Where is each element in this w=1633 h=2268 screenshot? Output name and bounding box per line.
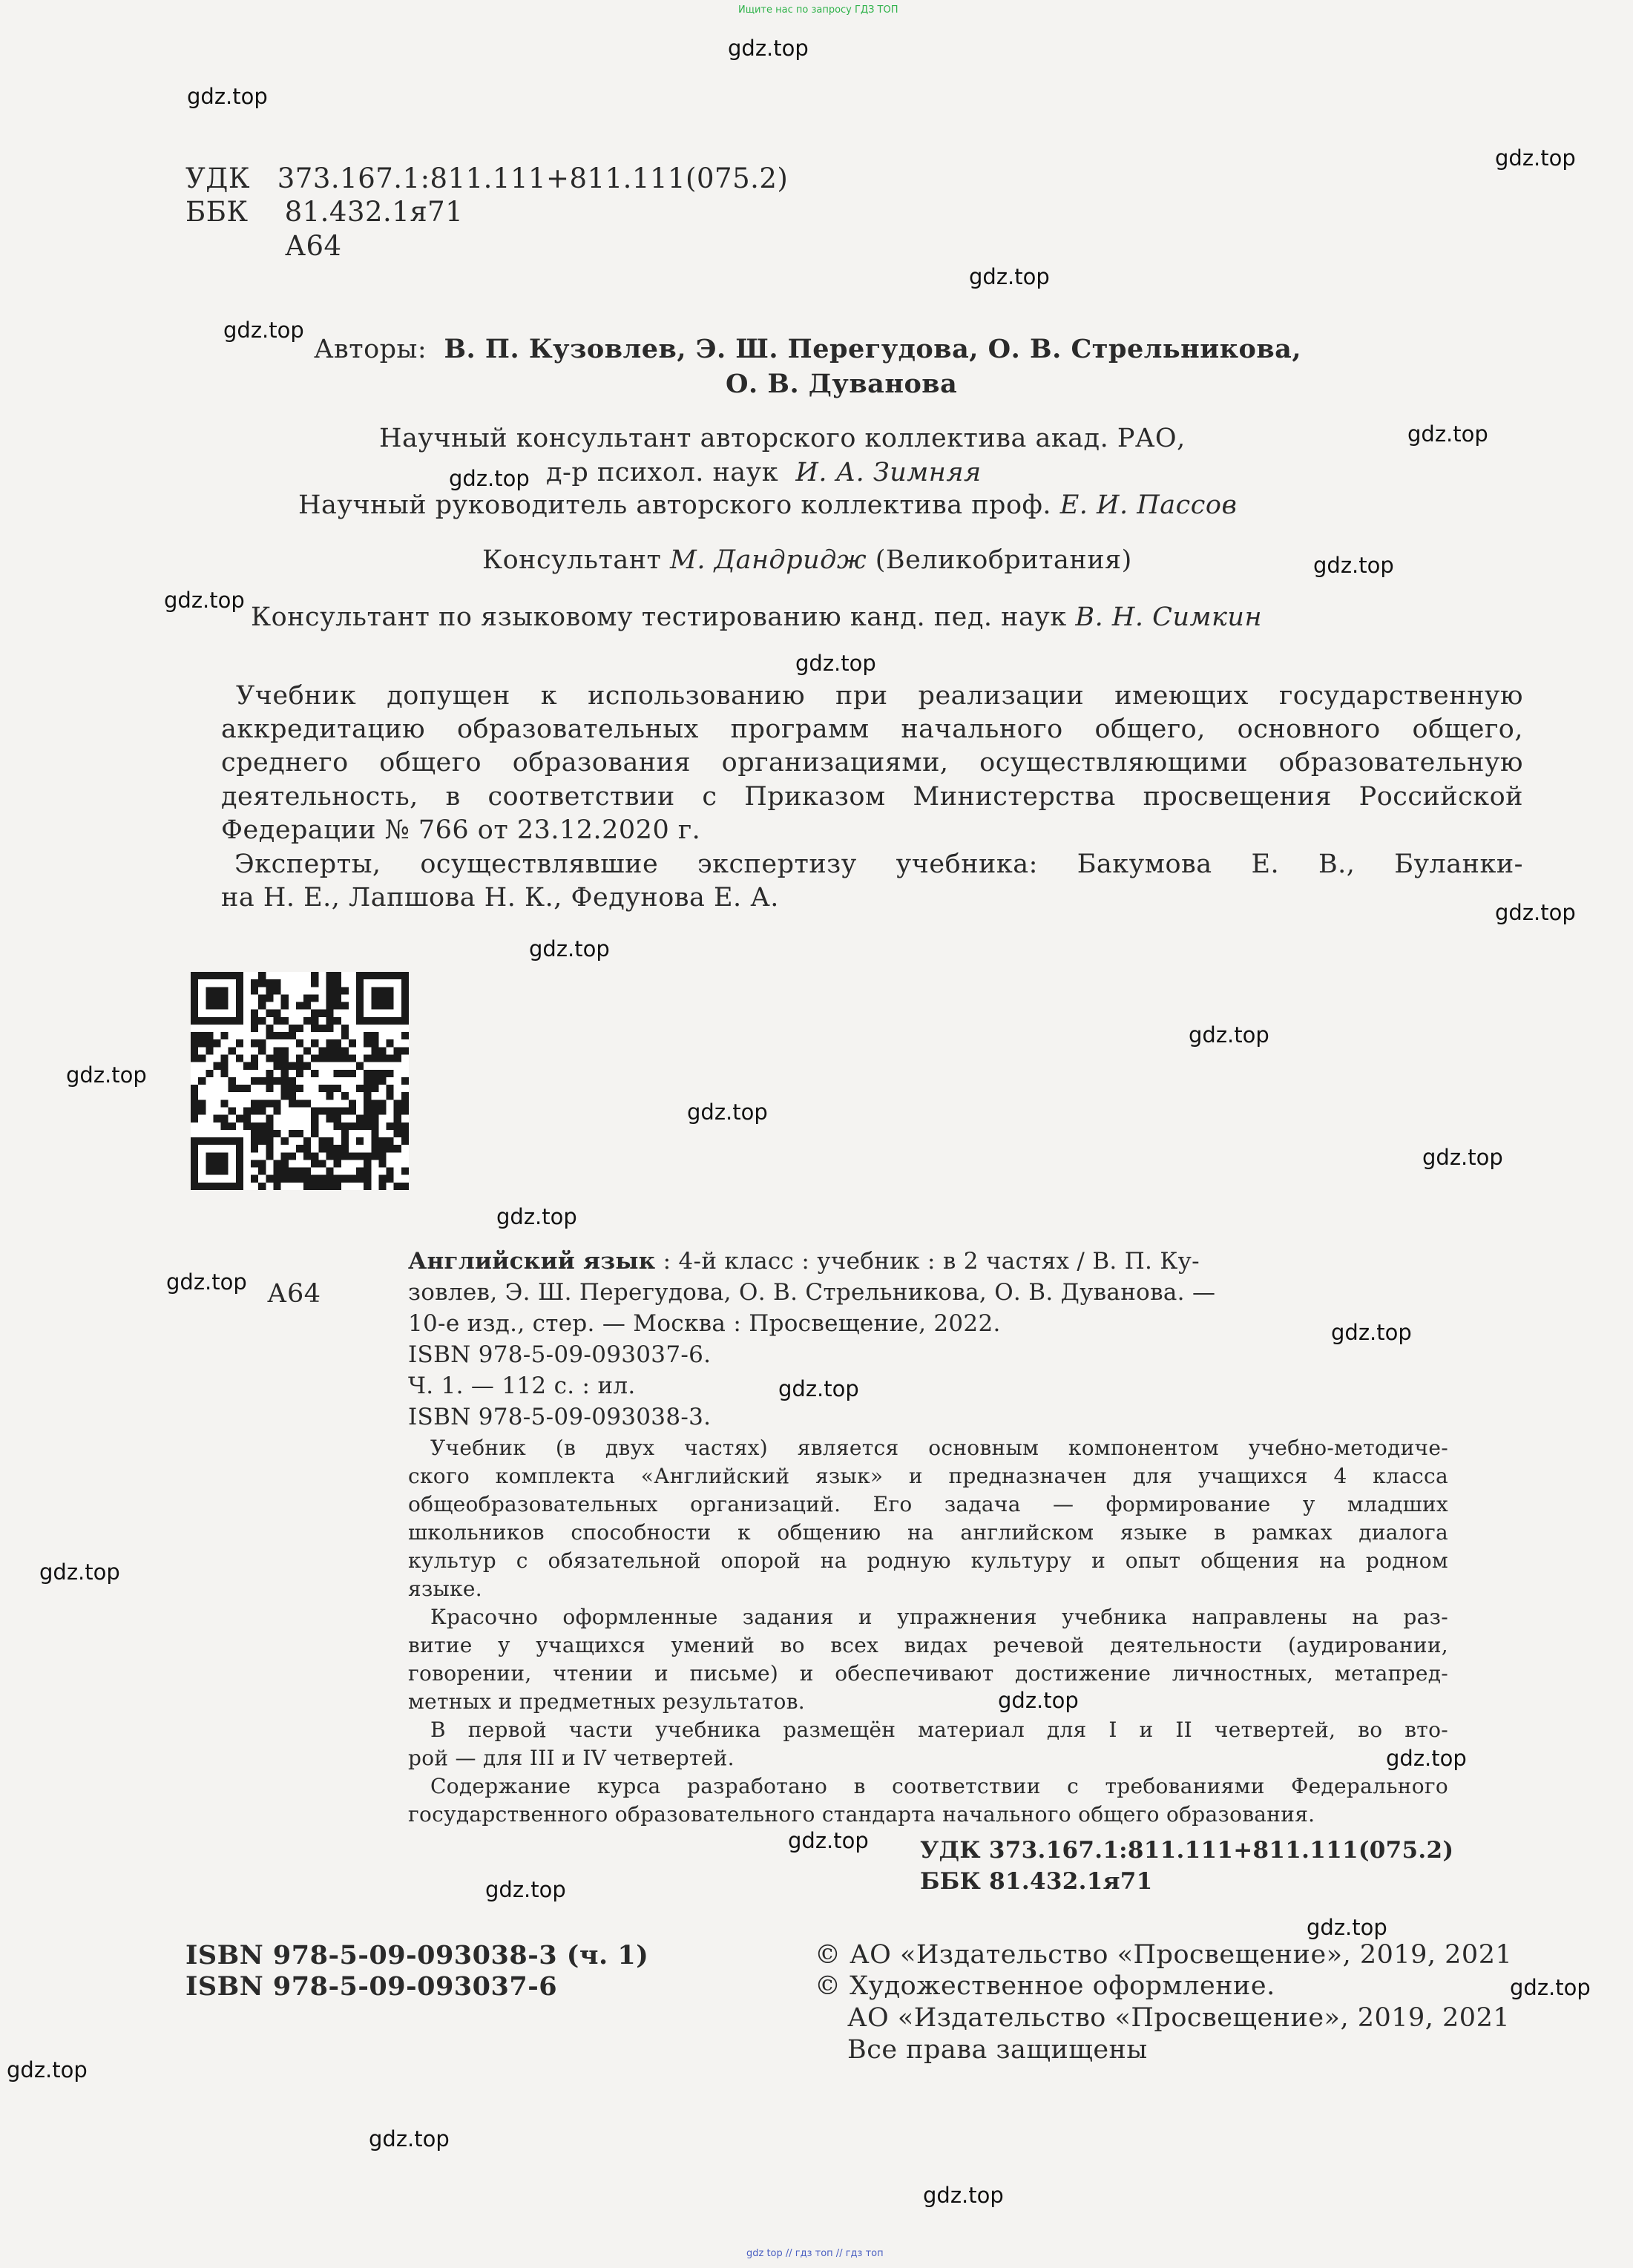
copyright-line-2: © Художественное оформление. [815,1971,1275,2001]
authors-line-2: О. В. Дуванова [726,369,958,399]
sci-consultant-line-2 [546,458,982,487]
udk-value: 373.167.1:811.111+811.111(075.2) [277,162,789,194]
top-note: Ищите нас по запросу ГДЗ ТОП [738,4,898,16]
authors-line-1 [314,334,1397,364]
para2-line-1: Красочно оформленные задания и упражнения учебника направлены на раз- [430,1605,1448,1629]
consultant-country: (Великобритания) [875,545,1132,575]
udk-label: УДК [185,162,250,194]
watermark: gdz.top [1331,1320,1412,1345]
sci-leader-title: Научный руководитель авторского коллектива проф. [298,490,1052,520]
watermark: gdz.top [485,1877,566,1902]
watermark: gdz.top [1510,1975,1591,2000]
watermark: gdz.top [66,1062,147,1088]
watermark: gdz.top [728,36,809,61]
annotation-line-4: школьников способности к общению на английском языке в рамках диалога [408,1520,1448,1545]
catalog-line-3: 10-е изд., стер. — Москва : Просвещение, 2022. [408,1310,1001,1337]
sci-leader-line [298,490,1237,520]
catalog-line-1-rest: : 4-й класс : учебник : в 2 частях / В. П. Ку- [663,1248,1200,1275]
catalog-udk: УДК 373.167.1:811.111+811.111(075.2) [920,1837,1454,1864]
catalog-line-2: зовлев, Э. Ш. Перегудова, О. В. Стрельникова, О. В. Дуванова. — [408,1279,1216,1306]
approval-line-2: аккредитацию образовательных программ начального общего, основного общего, [221,714,1523,744]
experts-line-1: Эксперты, осуществлявшие экспертизу учебника: Бакумова Е. В., Буланки- [234,849,1523,879]
annotation-line-2: ского комплекта «Английский язык» и предназначен для учащихся 4 класса [408,1464,1448,1488]
copyright-line-1: © АО «Издательство «Просвещение», 2019, 2021 [815,1940,1513,1970]
bbk-line [185,196,463,228]
catalog-title: Английский язык [408,1248,656,1275]
consultant-title: Консультант [482,545,662,575]
approval-line-1: Учебник допущен к использованию при реализации имеющих государственную [236,681,1523,711]
bottom-note: gdz top // гдз топ // гдз топ [746,2248,884,2259]
catalog-bbk: ББК 81.432.1я71 [920,1868,1153,1895]
para4-line-2: государственного образовательного стандарта начального общего образования. [408,1802,1315,1827]
watermark: gdz.top [687,1100,768,1125]
watermark: gdz.top [778,1376,859,1401]
catalog-part: Ч. 1. — 112 с. : ил. [408,1373,636,1399]
watermark: gdz.top [223,318,304,343]
watermark: gdz.top [788,1828,869,1853]
approval-line-3: среднего общего образования организациями, осуществляющими образовательную [221,748,1523,778]
copyright-line-3: АО «Издательство «Просвещение», 2019, 2021 [847,2003,1511,2033]
watermark: gdz.top [166,1269,247,1295]
watermark: gdz.top [998,1688,1079,1713]
sci-consultant-line-1: Научный консультант авторского коллектива акад. РАО, [379,424,1186,453]
watermark: gdz.top [449,466,530,491]
approval-line-4: деятельность, в соответствии с Приказом Министерства просвещения Российской [221,782,1523,812]
annotation-line-5: культур с обязательной опорой на родную культуру и опыт общения на родном [408,1548,1448,1573]
watermark: gdz.top [529,936,610,962]
bbk-label: ББК [185,196,249,228]
watermark: gdz.top [1313,553,1394,578]
consultant-name: М. Дандридж [670,545,867,575]
watermark: gdz.top [39,1559,120,1585]
watermark: gdz.top [1307,1915,1387,1940]
footer-isbn-1: ISBN 978-5-09-093038-3 (ч. 1) [185,1940,649,1970]
para4-line-1: Содержание курса разработано в соответствии с требованиями Федерального [430,1774,1448,1798]
watermark: gdz.top [1495,900,1576,925]
para2-line-3: говорении, чтении и письме) и обеспечивают достижение личностных, метапред- [408,1661,1448,1686]
catalog-line-1 [408,1248,1200,1275]
sci-consultant-name: И. А. Зимняя [795,458,982,487]
annotation-line-3: общеобразовательных организаций. Его задача — формирование у младших [408,1492,1448,1516]
watermark: gdz.top [1386,1746,1467,1771]
sci-leader-name: Е. И. Пассов [1059,490,1238,520]
rights-line: Все права защищены [847,2035,1148,2065]
watermark: gdz.top [7,2057,88,2083]
para2-line-4: метных и предметных результатов. [408,1689,805,1714]
qr-code[interactable] [191,972,409,1190]
watermark: gdz.top [1495,145,1576,171]
author-sign: А64 [285,230,342,262]
udk-line [185,162,788,194]
show-through-shadow [875,927,904,1022]
watermark: gdz.top [1422,1145,1503,1170]
qr-code-image [191,972,409,1190]
experts-line-2: на Н. Е., Лапшова Н. К., Федунова Е. А. [221,883,779,913]
watermark: gdz.top [795,651,876,676]
catalog-isbn-part: ISBN 978-5-09-093038-3. [408,1404,712,1430]
test-consultant-name: В. Н. Симкин [1075,602,1263,632]
test-consultant-title: Консультант по языковому тестированию канд. пед. наук [251,602,1067,632]
annotation-line-1: Учебник (в двух частях) является основным компонентом учебно-методиче- [430,1436,1448,1460]
watermark: gdz.top [969,264,1050,289]
consultant-line [482,545,1132,575]
watermark: gdz.top [187,84,268,109]
test-consultant-line [251,602,1262,632]
footer-isbn-2: ISBN 978-5-09-093037-6 [185,1971,558,2002]
watermark: gdz.top [164,588,245,613]
watermark: gdz.top [496,1204,577,1229]
watermark: gdz.top [923,2183,1004,2208]
para3-line-2: рой — для III и IV четвертей. [408,1746,735,1770]
catalog-isbn-full: ISBN 978-5-09-093037-6. [408,1341,712,1368]
bbk-value: 81.432.1я71 [284,196,464,228]
authors-label: Авторы: [314,335,427,364]
catalog-sign: А64 [267,1279,321,1309]
watermark: gdz.top [369,2126,450,2152]
sci-consultant-degree: д-р психол. наук [546,458,779,487]
watermark: gdz.top [1407,421,1488,447]
authors-names: В. П. Кузовлев, Э. Ш. Перегудова, О. В. Стрельникова, [444,334,1302,364]
watermark: gdz.top [1189,1022,1269,1048]
para2-line-2: витие у учащихся умений во всех видах речевой деятельности (аудировании, [408,1633,1448,1657]
para3-line-1: В первой части учебника размещён материал для I и II четвертей, во вто- [430,1718,1448,1742]
approval-line-5: Федерации № 766 от 23.12.2020 г. [221,815,701,845]
annotation-line-6: языке. [408,1577,482,1601]
